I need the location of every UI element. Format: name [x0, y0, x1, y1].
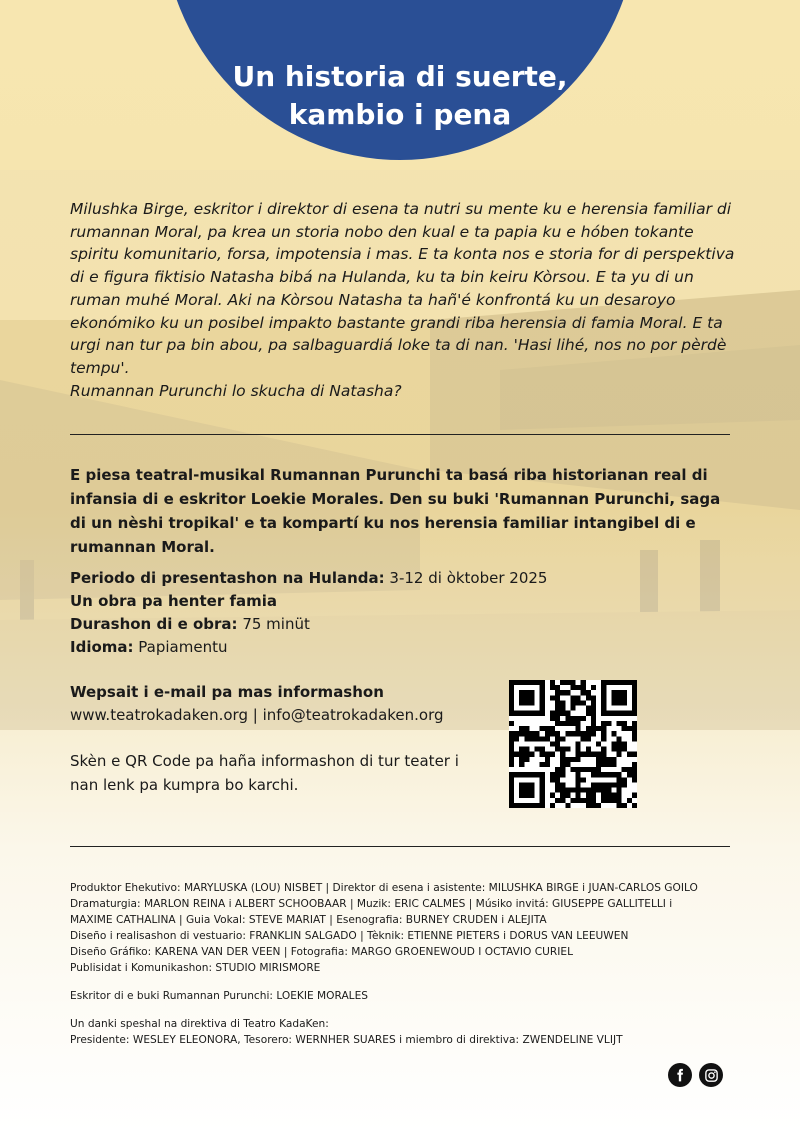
credits-block	[70, 880, 740, 1048]
spacer	[70, 976, 740, 988]
duration-row	[70, 613, 730, 636]
intro-paragraph	[70, 198, 740, 402]
language-value: Papiamentu	[138, 638, 228, 656]
period-row	[70, 567, 730, 590]
contact-separator: |	[252, 706, 258, 724]
qr-code[interactable]	[509, 680, 637, 808]
website-link[interactable]: www.teatrokadaken.org	[70, 706, 248, 724]
thanks-line: Presidente: WESLEY ELEONORA, Tesorero: WERNHER SUARES i miembro di direktiva: ZWENDELINE VLIJT	[70, 1034, 623, 1046]
divider-bottom	[70, 846, 730, 847]
divider-top	[70, 434, 730, 435]
thanks-line: Un danki speshal na direktiva di Teatro KadaKen:	[70, 1018, 329, 1030]
page-title	[162, 58, 638, 134]
title-line-1: Un historia di suerte,	[232, 60, 568, 93]
qr-instructions: Skèn e QR Code pa haña informashon di tur teater i nan lenk pa kumpra bo karchi.	[70, 752, 459, 794]
email-link[interactable]: info@teatrokadaken.org	[262, 706, 444, 724]
period-label: Periodo di presentashon na Hulanda:	[70, 569, 385, 587]
instagram-icon[interactable]	[699, 1063, 723, 1087]
language-row	[70, 636, 730, 659]
language-label: Idioma:	[70, 638, 134, 656]
audience-row	[70, 590, 730, 613]
lead-paragraph: E piesa teatral-musikal Rumannan Purunchi ta basá riba historianan real di infansia di e eskritor Loekie Morales. Den su buki 'Rumannan Purunchi, saga di un nèshi tropikal' e ta kompartí ku nos herensia familiar intangibel di e rumannan Moral.	[70, 466, 721, 556]
credits-line: Dramaturgia: MARLON REINA i ALBERT SCHOOBAAR | Muzik: ERIC CALMES | Músiko invitá: GIUSEPPE GALLITELLI i	[70, 898, 673, 910]
credits-line: Diseño Gráfiko: KARENA VAN DER VEEN | Fotografia: MARGO GROENEWOUD I OCTAVIO CURIEL	[70, 946, 573, 958]
credits-line: Publisidat i Komunikashon: STUDIO MIRISMORE	[70, 962, 321, 974]
contact-heading: Wepsait i e-mail pa mas informashon	[70, 683, 384, 701]
contact-line	[70, 704, 444, 727]
credits-line: Produktor Ehekutivo: MARYLUSKA (LOU) NISBET | Direktor di esena i asistente: MILUSHKA BIRGE i JUAN-CARLOS GOILO	[70, 882, 698, 894]
event-facts	[70, 567, 730, 659]
writer-credit: Eskritor di e buki Rumannan Purunchi: LOEKIE MORALES	[70, 990, 369, 1002]
duration-label: Durashon di e obra:	[70, 615, 238, 633]
period-value: 3-12 di òktober 2025	[389, 569, 548, 587]
intro-text: Milushka Birge, eskritor i direktor di esena ta nutri su mente ku e herensia familiar di rumannan Moral, pa krea un storia nobo den kual e ta papia ku e hóben tokante spiritu komunitario, forsa, impotensia i mas. E ta konta nos e storia for di perspektiva di e figura fiktisio Natasha bibá na Hulanda, ku ta bin keiru Kòrsou. E ta yu di un ruman muhé Moral. Aki na Kòrsou Natasha ta hañ'é konfrontá ku un desaroyo ekonómiko ku un posibel impakto bastante grandi riba herensia di famia Moral. E ta urgi nan tur pa bin abou, pa salbaguardiá loke ta di nan. 'Hasi lihé, nos no por pèrdè tempu'.	[70, 200, 735, 377]
facebook-icon[interactable]	[668, 1063, 692, 1087]
credits-line: Diseño i realisashon di vestuario: FRANKLIN SALGADO | Tèknik: ETIENNE PIETERS i DORUS VAN LEEUWEN	[70, 930, 629, 942]
social-links	[668, 1063, 723, 1087]
credits-line: MAXIME CATHALINA | Guia Vokal: STEVE MARIAT | Esenografia: BURNEY CRUDEN i ALEJITA	[70, 914, 547, 926]
audience-label: Un obra pa henter famia	[70, 592, 277, 610]
intro-question: Rumannan Purunchi lo skucha di Natasha?	[70, 381, 402, 400]
duration-value: 75 minüt	[242, 615, 310, 633]
title-line-2: kambio i pena	[288, 98, 512, 131]
spacer	[70, 1004, 740, 1016]
